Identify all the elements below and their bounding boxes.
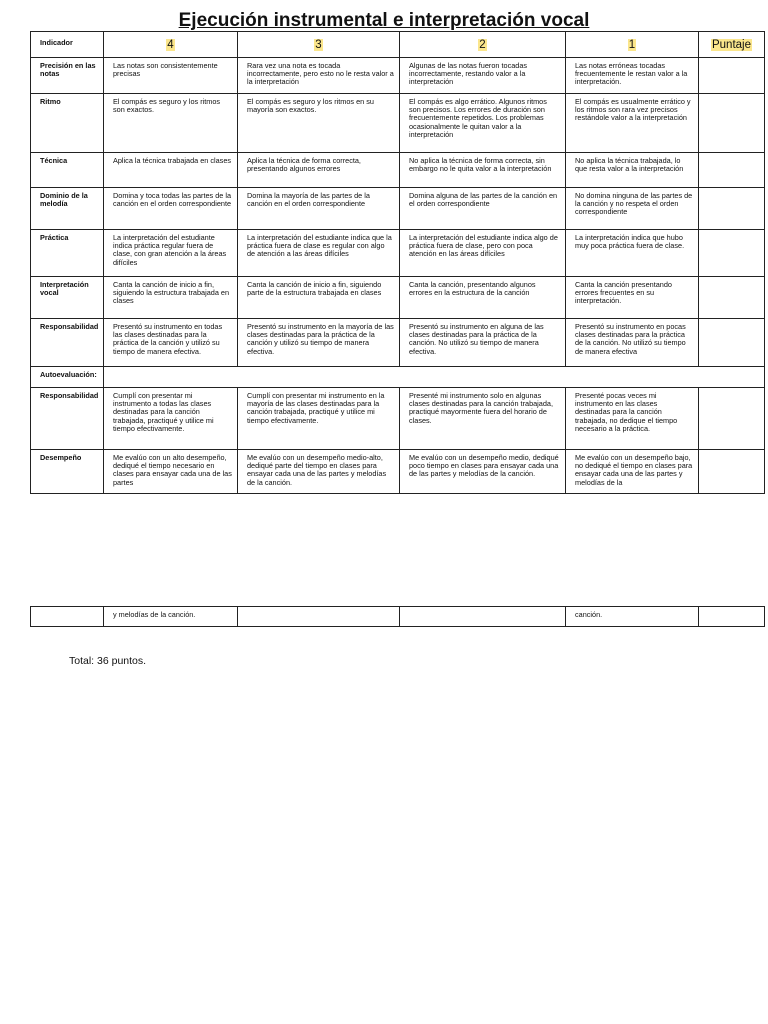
total-points: Total: 36 puntos. xyxy=(69,655,147,667)
header-row xyxy=(31,32,765,58)
level-2-cell: Presenté mi instrumento solo en algunas clases destinadas para la canción trabajada, practiqué mayormente fuera del horario de clases. xyxy=(400,388,566,450)
indicator-cell: Desempeño xyxy=(31,450,104,494)
level-3-cell: Me evalúo con un desempeño medio-alto, dediqué parte del tiempo en clases para ensayar cada una de las partes y melodías de la canción. xyxy=(238,450,400,494)
header-level-3: 3 xyxy=(238,32,400,58)
level-2-cell: El compás es algo errático. Algunos ritmos son precisos. Los errores de duración son frecuentemente repetidos. Los problemas ocasionalmente le quitan valor a la interpretación xyxy=(400,94,566,153)
level-3-cell: Cumplí con presentar mi instrumento en la mayoría de las clases destinadas para la canción trabajada, practiqué y utilice mi tiempo efectivamente. xyxy=(238,388,400,450)
level-4-cell: Me evalúo con un alto desempeño, dediqué el tiempo necesario en clases para ensayar cada una de las partes xyxy=(104,450,238,494)
header-level-4: 4 xyxy=(104,32,238,58)
level-4-cell: y melodías de la canción. xyxy=(104,607,238,627)
score-cell xyxy=(699,188,765,230)
level-2-cell: No aplica la técnica de forma correcta, sin embargo no le quita valor a la interpretación xyxy=(400,153,566,188)
level-1-cell: Presentó su instrumento en pocas clases destinadas para la práctica de la canción. No utilizó su tiempo de manera efectiva xyxy=(566,319,699,367)
score-cell xyxy=(699,607,765,627)
level-1-cell: Las notas erróneas tocadas frecuentemente le restan valor a la interpretación. xyxy=(566,58,699,94)
table-row xyxy=(31,319,765,367)
self-evaluation-row xyxy=(31,367,765,388)
self-evaluation-span xyxy=(104,367,765,388)
document-title: Ejecución instrumental e interpretación vocal xyxy=(178,10,590,31)
level-3-cell: La interpretación del estudiante indica que la práctica fuera de clase es regular con algo de atención a las áreas difíciles xyxy=(238,230,400,277)
header-indicator: Indicador xyxy=(31,32,104,58)
level-4-cell: Canta la canción de inicio a fin, siguiendo la estructura trabajada en clases xyxy=(104,277,238,319)
indicator-cell: Precisión en las notas xyxy=(31,58,104,94)
table-row xyxy=(31,58,765,94)
level-4-cell: Cumplí con presentar mi instrumento a todas las clases destinadas para la canción trabajada, practiqué y utilice mi tiempo efectivamente. xyxy=(104,388,238,450)
table-row xyxy=(31,94,765,153)
level-3-cell: Presentó su instrumento en la mayoría de las clases destinadas para la práctica de la canción y utilizó su tiempo de manera efectiva. xyxy=(238,319,400,367)
table-row xyxy=(31,277,765,319)
level-1-cell: No aplica la técnica trabajada, lo que resta valor a la interpretación xyxy=(566,153,699,188)
score-cell xyxy=(699,319,765,367)
level-4-cell: Domina y toca todas las partes de la canción en el orden correspondiente xyxy=(104,188,238,230)
level-2-cell: Me evalúo con un desempeño medio, dediqué poco tiempo en clases para ensayar cada una de las partes y melodías de la canción. xyxy=(400,450,566,494)
level-1-cell: canción. xyxy=(566,607,699,627)
table-row xyxy=(31,607,765,627)
level-1-cell: No domina ninguna de las partes de la canción y no respeta el orden correspondiente xyxy=(566,188,699,230)
table-row xyxy=(31,153,765,188)
indicator-cell: Responsabilidad xyxy=(31,388,104,450)
level-3-cell: Domina la mayoría de las partes de la canción en el orden correspondiente xyxy=(238,188,400,230)
score-cell xyxy=(699,277,765,319)
level-3-cell: Rara vez una nota es tocada incorrectamente, pero esto no le resta valor a la interpretación xyxy=(238,58,400,94)
self-evaluation-label: Autoevaluación: xyxy=(31,367,104,388)
level-4-cell: Aplica la técnica trabajada en clases xyxy=(104,153,238,188)
table-row xyxy=(31,450,765,494)
header-level-1: 1 xyxy=(566,32,699,58)
indicator-cell: Técnica xyxy=(31,153,104,188)
table-row xyxy=(31,388,765,450)
table-row xyxy=(31,188,765,230)
indicator-cell: Práctica xyxy=(31,230,104,277)
level-3-cell: Aplica la técnica de forma correcta, presentando algunos errores xyxy=(238,153,400,188)
score-cell xyxy=(699,388,765,450)
indicator-cell: Interpretación vocal xyxy=(31,277,104,319)
continuation-table xyxy=(30,606,765,627)
score-cell xyxy=(699,58,765,94)
level-3-cell xyxy=(238,607,400,627)
level-2-cell: Presentó su instrumento en alguna de las clases destinadas para la práctica de la canción. No utilizó su tiempo de manera efectiva. xyxy=(400,319,566,367)
level-2-cell: Algunas de las notas fueron tocadas incorrectamente, restando valor a la interpretación xyxy=(400,58,566,94)
level-2-cell: La interpretación del estudiante indica algo de práctica fuera de clase, pero con poca atención en las áreas difíciles xyxy=(400,230,566,277)
level-2-cell: Domina alguna de las partes de la canción en el orden correspondiente xyxy=(400,188,566,230)
level-1-cell: El compás es usualmente errático y los ritmos son rara vez precisos restándole valor a la interpretación xyxy=(566,94,699,153)
indicator-cell: Responsabilidad xyxy=(31,319,104,367)
indicator-cell: Dominio de la melodía xyxy=(31,188,104,230)
level-4-cell: Las notas son consistentemente precisas xyxy=(104,58,238,94)
level-1-cell: Canta la canción presentando errores frecuentes en su interpretación. xyxy=(566,277,699,319)
score-cell xyxy=(699,230,765,277)
level-4-cell: La interpretación del estudiante indica práctica regular fuera de clase, con gran atención a la áreas difíciles xyxy=(104,230,238,277)
level-3-cell: Canta la canción de inicio a fin, siguiendo parte de la estructura trabajada en clases xyxy=(238,277,400,319)
table-row xyxy=(31,230,765,277)
level-3-cell: El compás es seguro y los ritmos en su mayoría son exactos. xyxy=(238,94,400,153)
level-1-cell: La interpretación indica que hubo muy poca práctica fuera de clase. xyxy=(566,230,699,277)
score-cell xyxy=(699,153,765,188)
score-cell xyxy=(699,94,765,153)
score-cell xyxy=(699,450,765,494)
header-level-2: 2 xyxy=(400,32,566,58)
level-2-cell: Canta la canción, presentando algunos errores en la estructura de la canción xyxy=(400,277,566,319)
level-2-cell xyxy=(400,607,566,627)
level-1-cell: Presenté pocas veces mi instrumento en las clases destinadas para la canción trabajada, no dedique el tiempo necesario a la práctica. xyxy=(566,388,699,450)
header-score: Puntaje xyxy=(699,32,765,58)
indicator-cell xyxy=(31,607,104,627)
indicator-cell: Ritmo xyxy=(31,94,104,153)
level-4-cell: El compás es seguro y los ritmos son exactos. xyxy=(104,94,238,153)
level-4-cell: Presentó su instrumento en todas las clases destinadas para la práctica de la canción y utilizó su tiempo de manera efectiva. xyxy=(104,319,238,367)
rubric-table xyxy=(30,31,765,494)
level-1-cell: Me evalúo con un desempeño bajo, no dediqué el tiempo en clases para ensayar cada una de las partes y melodías de la xyxy=(566,450,699,494)
